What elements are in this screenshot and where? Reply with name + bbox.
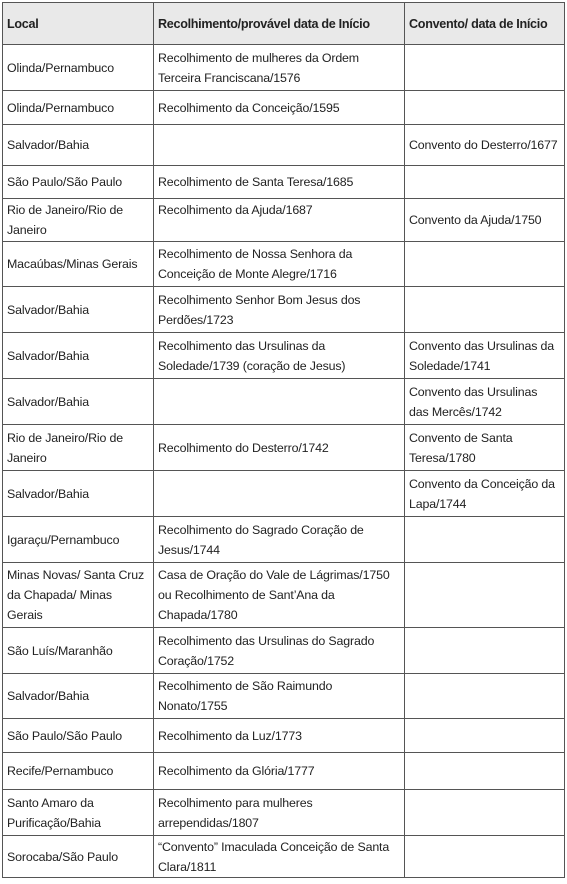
cell-convento	[405, 45, 565, 91]
cell-local: Olinda/Pernambuco	[3, 45, 154, 91]
header-convento: Convento/ data de Início	[405, 3, 565, 45]
cell-convento: Convento das Ursulinas da Soledade/1741	[405, 333, 565, 379]
table-row	[3, 199, 565, 242]
table-row	[3, 379, 565, 425]
cell-recolhimento: “Convento” Imaculada Conceição de Santa Clara/1811	[154, 836, 405, 878]
cell-local: Salvador/Bahia	[3, 379, 154, 425]
cell-recolhimento: Recolhimento de Nossa Senhora da Conceição de Monte Alegre/1716	[154, 242, 405, 287]
cell-local: Recife/Pernambuco	[3, 753, 154, 790]
table-row	[3, 471, 565, 517]
cell-recolhimento	[154, 471, 405, 517]
table-row	[3, 333, 565, 379]
cell-convento	[405, 166, 565, 199]
cell-recolhimento: Recolhimento de Santa Teresa/1685	[154, 166, 405, 199]
cell-convento	[405, 836, 565, 878]
cell-recolhimento: Recolhimento da Ajuda/1687	[154, 199, 405, 242]
cell-convento	[405, 674, 565, 719]
cell-recolhimento: Recolhimento das Ursulinas da Soledade/1739 (coração de Jesus)	[154, 333, 405, 379]
cell-local: Macaúbas/Minas Gerais	[3, 242, 154, 287]
cell-recolhimento: Recolhimento da Glória/1777	[154, 753, 405, 790]
cell-local: Rio de Janeiro/Rio de Janeiro	[3, 199, 154, 242]
cell-local: Minas Novas/ Santa Cruz da Chapada/ Minas Gerais	[3, 563, 154, 628]
table-row	[3, 125, 565, 166]
cell-local: Salvador/Bahia	[3, 471, 154, 517]
cell-recolhimento: Recolhimento da Conceição/1595	[154, 91, 405, 125]
table-row	[3, 287, 565, 333]
table-row	[3, 790, 565, 836]
cell-local: Santo Amaro da Purificação/Bahia	[3, 790, 154, 836]
cell-local: Salvador/Bahia	[3, 287, 154, 333]
table-row	[3, 242, 565, 287]
table-row	[3, 674, 565, 719]
cell-recolhimento: Recolhimento do Sagrado Coração de Jesus/1744	[154, 517, 405, 563]
cell-convento	[405, 790, 565, 836]
table-row	[3, 45, 565, 91]
cell-convento: Convento das Ursulinas das Mercês/1742	[405, 379, 565, 425]
cell-recolhimento: Recolhimento de mulheres da Ordem Terceira Franciscana/1576	[154, 45, 405, 91]
cell-recolhimento: Recolhimento Senhor Bom Jesus dos Perdões/1723	[154, 287, 405, 333]
cell-local: São Luís/Maranhão	[3, 628, 154, 674]
cell-recolhimento: Recolhimento da Luz/1773	[154, 719, 405, 753]
cell-recolhimento	[154, 379, 405, 425]
table-row	[3, 563, 565, 628]
table-row	[3, 719, 565, 753]
cell-local: São Paulo/São Paulo	[3, 166, 154, 199]
cell-recolhimento: Recolhimento do Desterro/1742	[154, 425, 405, 471]
table-row	[3, 166, 565, 199]
cell-convento	[405, 563, 565, 628]
cell-local: Salvador/Bahia	[3, 125, 154, 166]
cell-recolhimento	[154, 125, 405, 166]
table-row	[3, 628, 565, 674]
cell-convento	[405, 91, 565, 125]
cell-recolhimento: Recolhimento para mulheres arrependidas/1807	[154, 790, 405, 836]
header-recolhimento: Recolhimento/provável data de Início	[154, 3, 405, 45]
cell-local: Sorocaba/São Paulo	[3, 836, 154, 878]
cell-local: Igaraçu/Pernambuco	[3, 517, 154, 563]
cell-convento: Convento de Santa Teresa/1780	[405, 425, 565, 471]
cell-local: Rio de Janeiro/Rio de Janeiro	[3, 425, 154, 471]
cell-convento	[405, 628, 565, 674]
cell-convento	[405, 753, 565, 790]
cell-recolhimento: Recolhimento das Ursulinas do Sagrado Coração/1752	[154, 628, 405, 674]
cell-convento	[405, 517, 565, 563]
table-row	[3, 517, 565, 563]
table-header-row	[3, 3, 565, 45]
foundations-table	[2, 2, 565, 878]
cell-convento: Convento do Desterro/1677	[405, 125, 565, 166]
table-row	[3, 425, 565, 471]
cell-convento	[405, 242, 565, 287]
cell-convento	[405, 287, 565, 333]
cell-local: Salvador/Bahia	[3, 674, 154, 719]
cell-convento: Convento da Conceição da Lapa/1744	[405, 471, 565, 517]
table-row	[3, 836, 565, 878]
cell-recolhimento: Recolhimento de São Raimundo Nonato/1755	[154, 674, 405, 719]
cell-convento: Convento da Ajuda/1750	[405, 199, 565, 242]
cell-local: Olinda/Pernambuco	[3, 91, 154, 125]
cell-convento	[405, 719, 565, 753]
cell-local: São Paulo/São Paulo	[3, 719, 154, 753]
cell-local: Salvador/Bahia	[3, 333, 154, 379]
table-row	[3, 753, 565, 790]
table-row	[3, 91, 565, 125]
header-local: Local	[3, 3, 154, 45]
cell-recolhimento: Casa de Oração do Vale de Lágrimas/1750 ou Recolhimento de Sant’Ana da Chapada/1780	[154, 563, 405, 628]
